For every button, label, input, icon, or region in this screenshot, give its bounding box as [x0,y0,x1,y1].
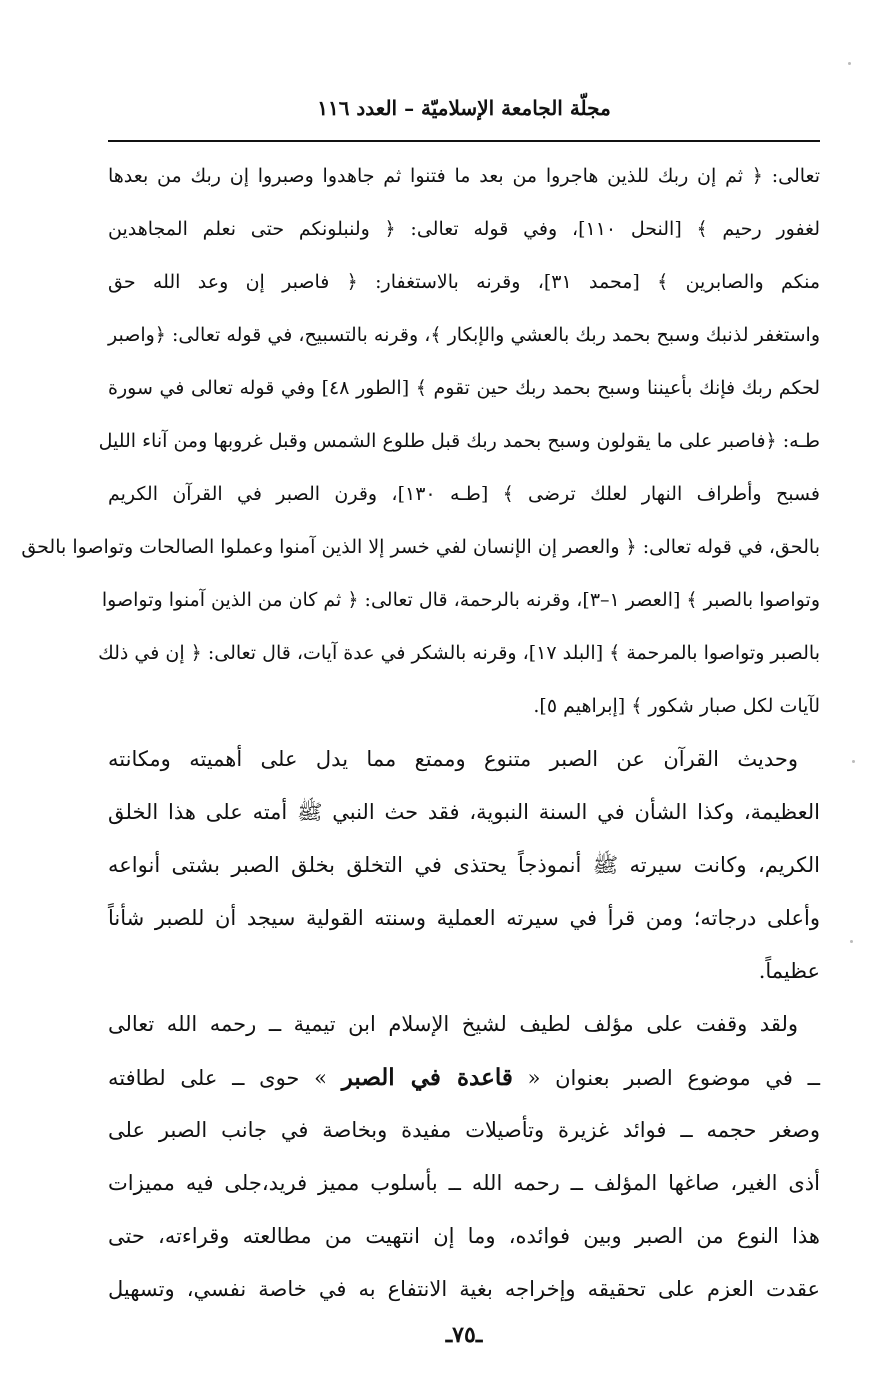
text-line: طـه: ﴿فاصبر على ما يقولون وسبح بحمد ربك قبل طلوع الشمس وقبل غروبها ومن آناء الليل [98,430,820,452]
text-line: وصغر حجمه ــ فوائد غزيرة وتأصيلات مفيدة وبخاصة في جانب الصبر على [108,1118,820,1142]
text-line: بالصبر وتواصوا بالمرحمة ﴾ [البلد ١٧]، وقرنه بالشكر في عدة آيات، قال تعالى: ﴿ إن في ذلك [98,642,820,664]
text-line: فسبح وأطراف النهار لعلك ترضى ﴾ [طـه ١٣٠]، وقرن الصبر في القرآن الكريم [108,483,820,505]
book-title: قاعدة في الصبر [341,1064,513,1091]
text-segment: ــ في موضوع الصبر بعنوان « [527,1066,820,1090]
page-number: ـ٧٥ـ [445,1322,483,1348]
text-line: أذى الغير، صاغها المؤلف ــ رحمه الله ــ بأسلوب مميز فريد،جلى فيه مميزات [108,1171,820,1195]
text-line: وحديث القرآن عن الصبر متنوع وممتع مما يدل على أهميته ومكانته [108,747,798,771]
text-line: واستغفر لذنبك وسبح بحمد ربك بالعشي والإبكار ﴾، وقرنه بالتسبيح، في قوله تعالى: ﴿واصبر [108,324,820,346]
text-line [108,1051,820,1104]
text-line: هذا النوع من الصبر وبين فوائده، وما إن انتهيت من مطالعته وقراءته، حتى [108,1224,820,1248]
margin-speck [850,940,853,943]
margin-speck [848,62,851,65]
text-line: العظيمة، وكذا الشأن في السنة النبوية، فقد حث النبي ﷺ أمته على هذا الخلق [108,800,820,824]
margin-speck [852,760,855,763]
running-header: مجلّة الجامعة الإسلاميّة – العدد ١١٦ [317,96,611,120]
text-line: لآيات لكل صبار شكور ﴾ [إبراهيم ٥]. [533,695,820,717]
text-line: وأعلى درجاته؛ ومن قرأ في سيرته العملية وسنته القولية سيجد أن للصبر شأناً [108,906,820,930]
text-line: لحكم ربك فإنك بأعيننا وسبح بحمد ربك حين تقوم ﴾ [الطور ٤٨] وفي قوله تعالى في سورة [108,377,821,399]
text-line: تعالى: ﴿ ثم إن ربك للذين هاجروا من بعد ما فتنوا ثم جاهدوا وصبروا إن ربك من بعدها [108,165,820,187]
text-line: عقدت العزم على تحقيقه وإخراجه بغية الانتفاع به في خاصة نفسي، وتسهيل [108,1277,820,1301]
text-line: عظيماً. [758,959,820,983]
text-segment: » حوى ــ على لطافته [108,1066,327,1090]
text-line: ولقد وقفت على مؤلف لطيف لشيخ الإسلام ابن تيمية ــ رحمه الله تعالى [108,1012,798,1036]
header-divider [108,140,820,142]
text-line: لغفور رحيم ﴾ [النحل ١١٠]، وفي قوله تعالى: ﴿ ولنبلونكم حتى نعلم المجاهدين [108,218,821,240]
text-line: الكريم، وكانت سيرته ﷺ أنموذجاً يحتذى في التخلق بخلق الصبر بشتى أنواعه [108,853,820,877]
text-line: منكم والصابرين ﴾ [محمد ٣١]، وقرنه بالاستغفار: ﴿ فاصبر إن وعد الله حق [108,271,821,293]
body-text [21,150,821,1316]
text-line: وتواصوا بالصبر ﴾ [العصر ١–٣]، وقرنه بالرحمة، قال تعالى: ﴿ ثم كان من الذين آمنوا وتواصوا [101,589,820,611]
text-line: بالحق، في قوله تعالى: ﴿ والعصر إن الإنسان لفي خسر إلا الذين آمنوا وعملوا الصالحات وتواصوا بالحق [21,536,820,558]
